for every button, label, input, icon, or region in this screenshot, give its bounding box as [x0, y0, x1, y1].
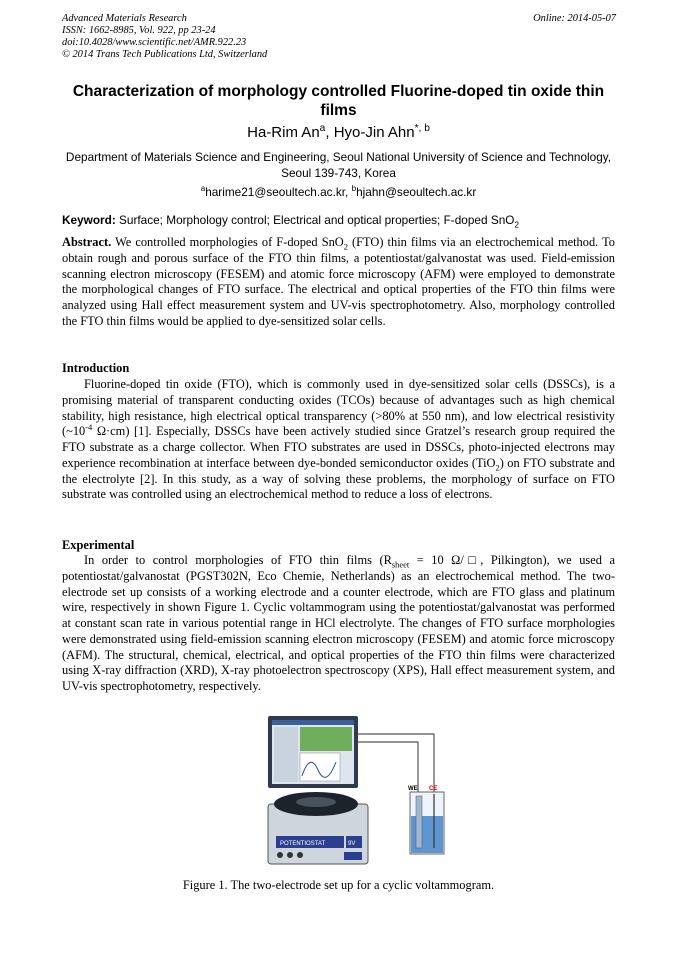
keywords-text: Surface; Morphology control; Electrical and optical properties; F-doped SnO	[115, 213, 515, 227]
author-1: Ha-Rim An	[247, 124, 320, 141]
ce-label: CE	[429, 786, 438, 792]
author-list: Ha-Rim An$^a$, Hyo-Jin Ahn$^{*, b}$	[247, 123, 430, 141]
email-a: harime21@seoultech.ac.kr	[205, 185, 346, 199]
keywords-label: Keyword:	[62, 213, 116, 227]
author-2: Hyo-Jin Ahn	[333, 124, 415, 141]
voltage-label: 9V	[348, 841, 356, 847]
potentiostat-device	[268, 792, 368, 864]
doi-line: doi:10.4028/www.scientific.net/AMR.922.23	[62, 37, 247, 48]
author-1-affil-mark: a	[319, 123, 326, 134]
figure-1-caption: Figure 1. The two-electrode set up for a cyclic voltammogram.	[182, 878, 495, 892]
introduction-heading: Introduction	[62, 361, 130, 375]
setup-illustration	[258, 712, 448, 872]
experimental-heading: Experimental	[62, 538, 135, 552]
experimental-body: In order to control morphologies of FTO thin films ($R_{sheet} = 10$ Ω/□, Pilkington), we used a potentiostat/galvanostat (PGST302N, Eco Chemie, Netherlands) as an electrochemical method. The two-electrode set up consists of a working electrode and a counter electrode, which are FTO glass and platinum wire, respectively in shown Figure 1. Cyclic voltammogram using the potentiostat/galvanostat was performed at constant scan rate in various potential range in HCl electrolyte. The changes of FTO surface morphologies were demonstrated using field-emission scanning electron microscopy (FESEM) and atomic force microscopy (AFM). The structural, chemical, electrical, and optical properties of the FTO thin films were characterized using X-ray diffraction (XRD), X-ray photoelectron spectroscopy (XPS), Hall effect measurement system, and UV-vis spectrophotometry, respectively.	[62, 553, 615, 693]
computer-monitor	[268, 716, 358, 788]
online-date: Online: 2014-05-07	[533, 13, 616, 24]
keywords: Keyword: Surface; Morphology control; Electrical and optical properties; F-doped SnO$_2$	[62, 213, 519, 230]
journal-name: Advanced Materials Research	[62, 13, 187, 24]
author-2-affil-mark: *, b	[414, 123, 430, 134]
issn-line: ISSN: 1662-8985, Vol. 922, pp 23-24	[62, 25, 216, 36]
journal-header	[62, 13, 392, 61]
abstract-label: Abstract.	[62, 235, 112, 249]
paper-title: Characterization of morphology controlled Fluorine-doped tin oxide thin films	[72, 83, 605, 119]
electrochemical-cell	[408, 786, 444, 854]
figure-1-setup-illustration	[258, 712, 448, 872]
working-electrode	[416, 796, 422, 848]
author-emails: $^a$harime21@seoultech.ac.kr, $^b$hjahn@seoultech.ac.kr	[200, 184, 477, 199]
introduction-body: Fluorine-doped tin oxide (FTO), which is commonly used in dye-sensitized solar cells (DSSCs), is a promising material of transparent conducting oxides (TCOs) because of advantages such as high chemical stability, high resistance, high electrical optical transparency (>80% at 550 nm), and low electrical resistivity ($\sim 10^{-4}$ Ω·cm) [1]. Especially, DSSCs have been actively studied since Gratzel’s research group required the FTO substrate as a charge collector. When FTO substrates are used in DSSCs, photo-injected electrons may experience recombination at interface between dye-bonded semiconductor oxides (TiO$_2$) on FTO substrate and the electrolyte [2]. In this study, as a way of solving these problems, the morphology of surface on FTO substrate was controlled using an electrochemical method to reduce a loss of electrons.	[62, 377, 615, 502]
abstract: Abstract. We controlled morphologies of F-doped SnO$_2$ (FTO) thin films via an electrochemical method. To obtain rough and porous surface of the FTO thin films, a potentiostat/galvanostat was used. Field-emission scanning electron microscopy (FESEM) and atomic force microscopy (AFM) were employed to demonstrate the morphological changes of FTO surface. The electrical and optical properties of the FTO thin films were analyzed using Hall effect measurement system and UV-vis spectrophotometry. Also, morphology controlled the FTO thin films would be applied to dye-sensitized solar cells.	[62, 235, 615, 328]
copyright-line: © 2014 Trans Tech Publications Ltd, Switzerland	[62, 49, 268, 60]
potentiostat-label: POTENTIOSTAT	[280, 841, 326, 847]
email-b: hjahn@seoultech.ac.kr	[356, 185, 477, 199]
affiliation: Department of Materials Science and Engineering, Seoul National University of Science and Technology, Seoul 139-743, Korea	[65, 150, 612, 180]
we-label: WE	[408, 786, 418, 792]
wire-we	[358, 742, 418, 792]
wire-ce	[358, 734, 434, 794]
